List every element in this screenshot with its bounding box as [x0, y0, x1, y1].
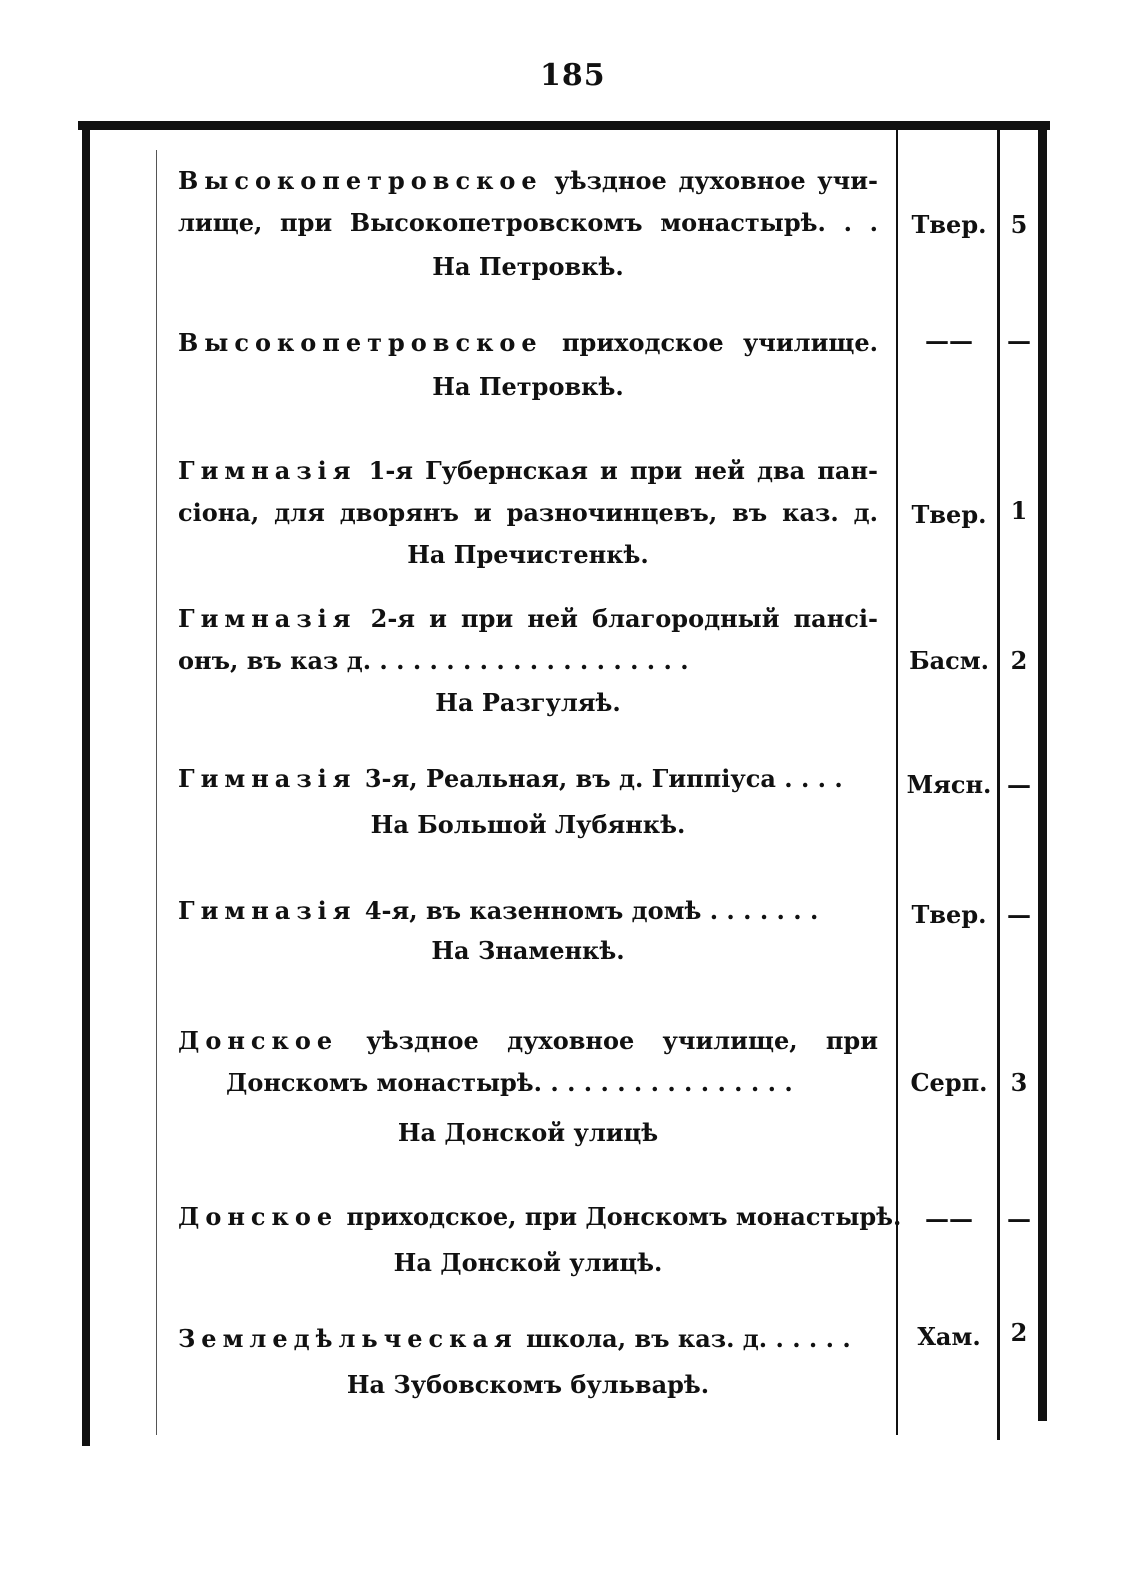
entry-number: 3: [1010, 1068, 1028, 1097]
entry-name: Гимназія: [178, 456, 357, 485]
entry-text: уѣздное духовное училище, при: [366, 1026, 878, 1055]
entry-number: —: [1007, 770, 1031, 799]
entry-text: 2-я и при ней благородный пансі-: [370, 604, 878, 633]
entry-text: школа, въ каз. д. . . . . .: [526, 1324, 851, 1353]
entry-title-line: [178, 456, 878, 486]
entry-location: На Зубовскомъ бульварѣ.: [346, 1370, 710, 1399]
entry-name: Гимназія: [178, 764, 357, 793]
entry-location: На Петровкѣ.: [432, 252, 624, 281]
entry-location: На Знаменкѣ.: [431, 936, 625, 965]
page-number: 185: [540, 58, 606, 93]
entry-name: Гимназія: [178, 896, 357, 925]
entry-number: —: [1007, 1204, 1031, 1233]
frame-top-rule: [78, 121, 1050, 130]
entry-district: Твер.: [911, 210, 987, 239]
entry-location: На Донской улицѣ.: [393, 1248, 663, 1277]
entry-number: 2: [1010, 646, 1028, 675]
entry-title-line: [178, 1202, 902, 1232]
entry-text: приходское, при Донскомъ монастырѣ.: [346, 1202, 902, 1231]
entry-district: Твер.: [911, 900, 987, 929]
entry-name: Высокопетровское: [178, 328, 543, 357]
entry-name: Донское: [178, 1202, 339, 1231]
frame-right-rule: [1038, 121, 1047, 1421]
entry-title-line: [178, 764, 878, 794]
entry-text: приходское училище.: [561, 328, 878, 357]
entry-number: 5: [1010, 210, 1028, 239]
entry-name: Земледѣльческая: [178, 1324, 518, 1353]
frame-left-rule: [82, 121, 90, 1446]
entry-location: На Разгуляѣ.: [435, 688, 621, 717]
entry-district: Хам.: [917, 1322, 981, 1351]
entry-district: ——: [925, 1204, 973, 1233]
entry-district: Серп.: [910, 1068, 988, 1097]
entry-title-line: [178, 604, 878, 634]
entry-location: На Донской улицѣ: [397, 1118, 659, 1147]
entry-number: 1: [1010, 496, 1028, 525]
entry-location: На Пречистенкѣ.: [407, 540, 649, 569]
entry-second-line: Донскомъ монастырѣ. . . . . . . . . . . . . . . .: [226, 1068, 793, 1097]
entry-title-line: [178, 896, 878, 926]
district-column-rule: [896, 130, 898, 1435]
entry-text: 3-я, Реальная, въ д. Гиппіуса . . . .: [364, 764, 843, 793]
entry-district: Твер.: [911, 500, 987, 529]
entry-name: Высокопетровское: [178, 166, 543, 195]
entry-text: 4-я, въ казенномъ домѣ . . . . . . .: [364, 896, 819, 925]
entry-district: Мясн.: [906, 770, 992, 799]
entry-district: Басм.: [909, 646, 989, 675]
entry-title-line: [178, 1324, 878, 1354]
entry-text: уѣздное духовное учи-: [554, 166, 878, 195]
entry-second-line: сіона, для дворянъ и разночинцевъ, въ каз. д.: [178, 498, 878, 527]
entry-title-line: [178, 328, 878, 358]
entry-text: 1-я Губернская и при ней два пан-: [368, 456, 878, 485]
entry-second-line: онъ, въ каз д. . . . . . . . . . . . . . . . . . . .: [178, 646, 689, 675]
entry-name: Донское: [178, 1026, 339, 1055]
entry-second-line: лище, при Высокопетровскомъ монастырѣ. . .: [178, 208, 878, 237]
entry-number: —: [1007, 900, 1031, 929]
entry-number: 2: [1010, 1318, 1028, 1347]
inner-left-rule: [156, 150, 157, 1435]
entry-name: Гимназія: [178, 604, 357, 633]
entry-location: На Петровкѣ.: [432, 372, 624, 401]
entry-location: На Большой Лубянкѣ.: [370, 810, 686, 839]
entry-number: —: [1007, 326, 1031, 355]
entry-title-line: [178, 166, 878, 196]
entry-district: ——: [925, 326, 973, 355]
entry-title-line: [178, 1026, 878, 1056]
